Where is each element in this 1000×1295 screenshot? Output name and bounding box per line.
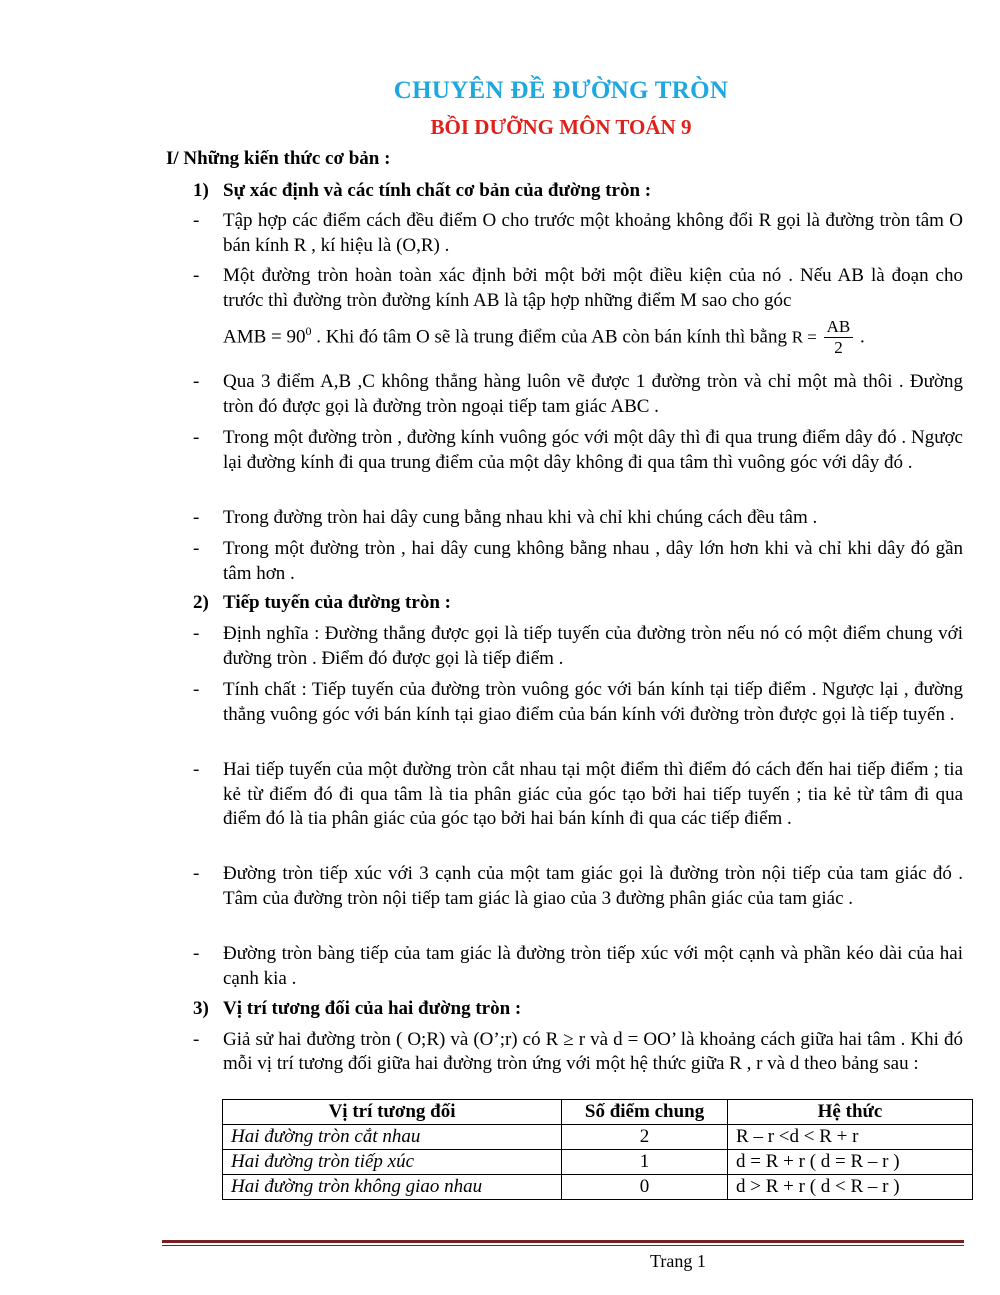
formula-end: . [855, 326, 865, 348]
table-header: Hệ thức [728, 1100, 973, 1125]
bullet-text: Đường tròn bàng tiếp của tam giác là đường tròn tiếp xúc với một cạnh và phần kéo dài của hai cạnh kia . [223, 943, 963, 989]
bullet-dash: - [193, 759, 200, 780]
degree-sup: 0 [305, 324, 312, 338]
fraction-denominator: 2 [834, 338, 843, 358]
bullet-item [193, 537, 963, 586]
subsection-title: Sự xác định và các tính chất cơ bản của đường tròn : [223, 180, 652, 201]
bullet-dash: - [193, 863, 200, 884]
bullet-item [193, 622, 963, 671]
bullet-dash: - [193, 371, 200, 392]
bullet-text: Trong một đường tròn , hai dây cung không bằng nhau , dây lớn hơn khi và chỉ khi dây đó gần tâm hơn . [223, 538, 963, 584]
table-cell: 2 [562, 1125, 728, 1150]
radius-symbol: R = [791, 327, 817, 347]
subsection-number: 2) [193, 592, 209, 613]
table-header: Vị trí tương đối [223, 1100, 562, 1125]
bullet-dash: - [193, 679, 200, 700]
formula-line [193, 316, 963, 358]
bullet-text: Đường tròn tiếp xúc với 3 cạnh của một tam giác gọi là đường tròn nội tiếp của tam giác đó . Tâm của đường tròn nội tiếp tam giác là giao của 3 đường phân giác của tam giác . [223, 863, 963, 909]
bullet-dash: - [193, 943, 200, 964]
formula-description: . Khi đó tâm O sẽ là trung điểm của AB còn bán kính thì bằng [311, 326, 792, 348]
subsection-number: 1) [193, 180, 209, 201]
table-row [223, 1150, 973, 1175]
bullet-text: Hai tiếp tuyến của một đường tròn cắt nhau tại một điểm thì điểm đó cách đến hai tiếp điểm ; tia kẻ từ điểm đó đi qua tâm là tia phân giác của góc tạo bởi hai tiếp tuyến ; tia kẻ từ tâm đi qua điểm đó là tia phân giác của góc tạo bởi hai bán kính đi qua các tiếp điểm . [223, 759, 963, 829]
table-cell: d > R + r ( d < R – r ) [728, 1175, 973, 1200]
bullet-text: Tính chất : Tiếp tuyến của đường tròn vuông góc với bán kính tại tiếp điểm . Ngược lại , đường thẳng vuông góc với bán kính tại giao điểm của bán kính với đường tròn được gọi là tiếp tuyến . [223, 679, 963, 725]
table-row [223, 1175, 973, 1200]
bullet-text: Trong đường tròn hai dây cung bằng nhau khi và chỉ khi chúng cách đều tâm . [223, 507, 818, 528]
bullet-item [193, 506, 963, 531]
table-header-row [223, 1100, 973, 1125]
angle-text: AMB = 90 [223, 326, 306, 348]
page-number: Trang 1 [650, 1251, 706, 1271]
table-row [223, 1125, 973, 1150]
bullet-item [193, 426, 963, 475]
table-cell: Hai đường tròn tiếp xúc [223, 1150, 562, 1175]
bullet-dash: - [193, 538, 200, 559]
bullet-dash: - [193, 265, 200, 286]
table-cell: d = R + r ( d = R – r ) [728, 1150, 973, 1175]
bullet-item [193, 1028, 963, 1076]
footer-divider [162, 1240, 964, 1243]
subsection-title: Tiếp tuyến của đường tròn : [223, 592, 451, 613]
subsection-number: 3) [193, 998, 209, 1019]
subsection-heading-1 [193, 180, 651, 202]
subsection-heading-3 [193, 998, 521, 1020]
footer-divider-thin [162, 1245, 964, 1246]
bullet-item [193, 678, 963, 727]
subsection-heading-2 [193, 592, 451, 614]
table-cell: R – r <d < R + r [728, 1125, 973, 1150]
table-cell: Hai đường tròn không giao nhau [223, 1175, 562, 1200]
bullet-text: Định nghĩa : Đường thẳng được gọi là tiếp tuyến của đường tròn nếu nó có một điểm chung với đường tròn . Điểm đó được gọi là tiếp điểm . [223, 623, 963, 669]
bullet-dash: - [193, 507, 200, 528]
bullet-item [193, 264, 963, 313]
bullet-item [193, 370, 963, 419]
bullet-item [193, 758, 963, 832]
bullet-text: Qua 3 điểm A,B ,C không thẳng hàng luôn vẽ được 1 đường tròn và chỉ một mà thôi . Đường tròn đó được gọi là đường tròn ngoại tiếp tam giác ABC . [223, 371, 963, 417]
page-subtitle: BỒI DƯỠNG MÔN TOÁN 9 [430, 115, 692, 139]
page-title: CHUYÊN ĐỀ ĐƯỜNG TRÒN [393, 77, 729, 104]
bullet-item [193, 209, 963, 258]
bullet-text: Một đường tròn hoàn toàn xác định bởi một bởi một điều kiện của nó . Nếu AB là đoạn cho trước thì đường tròn đường kính AB là tập hợp những điểm M sao cho góc [223, 265, 963, 311]
relative-position-table [222, 1099, 973, 1200]
bullet-text: Giả sử hai đường tròn ( O;R) và (O’;r) có R ≥ r và d = OO’ là khoảng cách giữa hai tâm . Khi đó mỗi vị trí tương đối giữa hai đường tròn ứng với một hệ thức giữa R , r và d theo bảng sau : [223, 1029, 963, 1074]
table-header: Số điểm chung [562, 1100, 728, 1125]
fraction-numerator: AB [824, 317, 854, 338]
section-heading: I/ Những kiến thức cơ bản : [166, 148, 391, 169]
table-cell: 0 [562, 1175, 728, 1200]
bullet-dash: - [193, 1029, 200, 1050]
bullet-text: Tập hợp các điểm cách đều điểm O cho trước một khoảng không đổi R gọi là đường tròn tâm O bán kính R , kí hiệu là (O,R) . [223, 210, 963, 256]
bullet-item [193, 862, 963, 911]
table-cell: Hai đường tròn cắt nhau [223, 1125, 562, 1150]
bullet-dash: - [193, 210, 200, 231]
bullet-text: Trong một đường tròn , đường kính vuông góc với một dây thì đi qua trung điểm dây đó . Ngược lại đường kính đi qua trung điểm của một dây không đi qua tâm thì vuông góc với dây đó . [223, 427, 963, 473]
bullet-dash: - [193, 623, 200, 644]
bullet-item [193, 942, 963, 991]
radius-fraction [824, 317, 854, 358]
subsection-title: Vị trí tương đối của hai đường tròn : [223, 998, 522, 1019]
bullet-dash: - [193, 427, 200, 448]
table-cell: 1 [562, 1150, 728, 1175]
